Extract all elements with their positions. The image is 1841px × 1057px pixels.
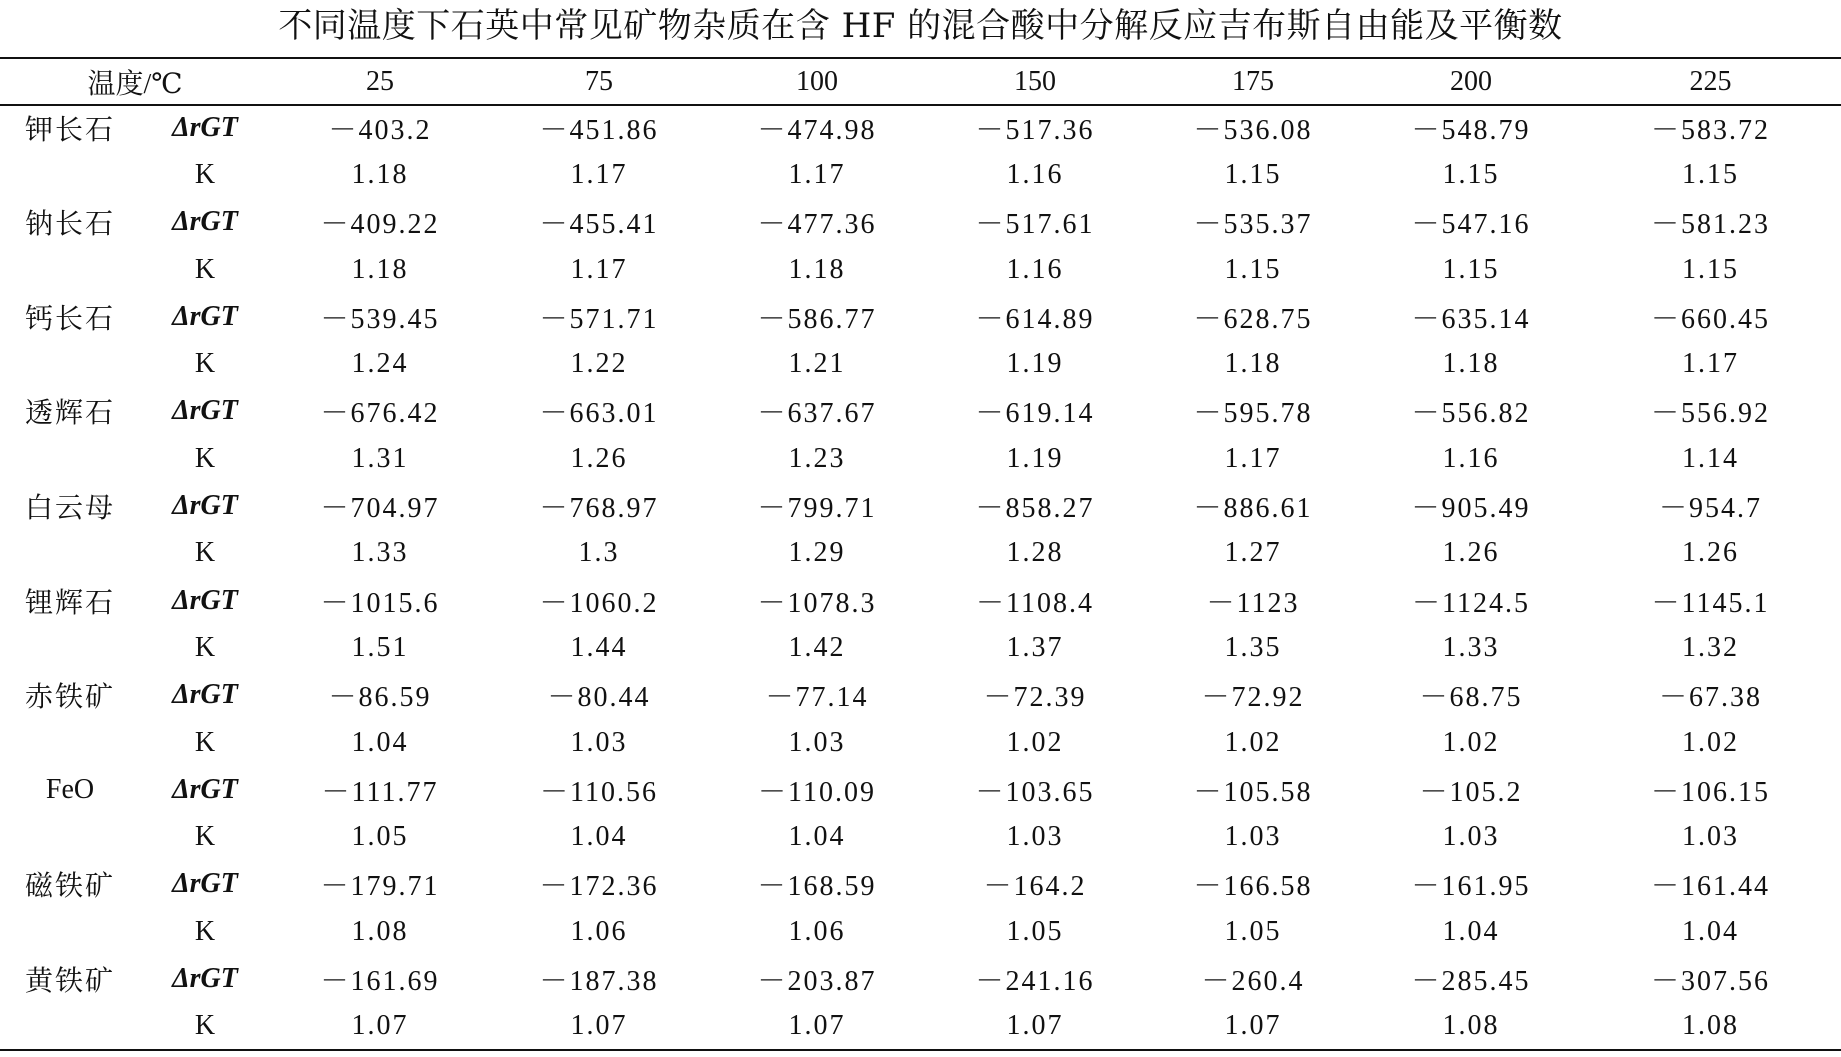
table-cell: 1.3 (578, 537, 620, 569)
equilibrium-constant-label: K (194, 631, 216, 663)
gibbs-energy-label: ΔrGT (172, 679, 238, 711)
table-cell: 1.06 (788, 915, 846, 947)
table-cell: 1.14 (1682, 442, 1740, 474)
table-cell: －586.77 (757, 303, 877, 335)
table-row (0, 577, 1841, 624)
table-cell: 1.15 (1682, 253, 1740, 285)
table-cell: －1124.5 (1412, 587, 1530, 619)
table-cell: 1.51 (351, 631, 409, 663)
table-cell: －539.45 (320, 303, 440, 335)
table-row (0, 340, 1841, 387)
table-cell: －1108.4 (976, 587, 1094, 619)
header-row (0, 59, 1841, 104)
table-cell: 1.18 (788, 253, 846, 285)
mineral-name: 磁铁矿 (24, 869, 115, 903)
table-cell: 1.05 (351, 821, 409, 853)
table-cell: 1.35 (1224, 631, 1282, 663)
table-cell: －704.97 (320, 493, 440, 525)
mineral-name (0, 624, 140, 671)
table-row (0, 246, 1841, 293)
table-row (0, 672, 1841, 719)
table-cell: 1.02 (1224, 726, 1282, 758)
mineral-name (0, 435, 140, 482)
table-cell: －455.41 (539, 209, 659, 241)
gibbs-energy-label: ΔrGT (172, 395, 238, 427)
gibbs-energy-label: ΔrGT (172, 962, 238, 994)
table-cell: －637.67 (757, 398, 877, 430)
table-cell: 1.02 (1006, 726, 1064, 758)
table-cell: －161.44 (1651, 871, 1771, 903)
table-cell: －1015.6 (320, 587, 440, 619)
table-cell: 1.32 (1682, 631, 1740, 663)
table-cell: 1.05 (1224, 915, 1282, 947)
gibbs-energy-label: ΔrGT (172, 300, 238, 332)
table-cell: －1078.3 (757, 587, 877, 619)
table-row (0, 908, 1841, 955)
mineral-name: 透辉石 (24, 396, 115, 430)
table-cell: －1123 (1206, 587, 1300, 619)
temperature-label: 温度/℃ (87, 68, 183, 100)
table-row (0, 151, 1841, 198)
table-cell: －241.16 (975, 965, 1095, 997)
table-cell: －110.09 (758, 776, 876, 808)
table-cell: 1.05 (1006, 915, 1064, 947)
table-cell: 1.18 (1442, 348, 1500, 380)
table-cell: －68.75 (1419, 682, 1523, 714)
equilibrium-constant-label: K (194, 537, 216, 569)
mineral-name: 钙长石 (24, 301, 115, 335)
table-cell: 1.02 (1442, 726, 1500, 758)
table-row (0, 955, 1841, 1002)
table-cell: －187.38 (539, 965, 659, 997)
mineral-name: FeO (45, 773, 95, 805)
table-row (0, 199, 1841, 246)
table-cell: －635.14 (1411, 303, 1531, 335)
table-cell: 1.16 (1442, 442, 1500, 474)
table-cell: 1.26 (1682, 537, 1740, 569)
equilibrium-constant-label: K (194, 348, 216, 380)
table-row (0, 104, 1841, 151)
table-cell: 1.17 (570, 158, 628, 190)
mineral-name: 赤铁矿 (24, 680, 115, 714)
table-cell: 1.15 (1442, 253, 1500, 285)
gibbs-energy-label: ΔrGT (172, 868, 238, 900)
gibbs-energy-label: ΔrGT (172, 490, 238, 522)
table-cell: －581.23 (1651, 209, 1771, 241)
table-cell: －111.77 (321, 776, 439, 808)
table-cell: －768.97 (539, 493, 659, 525)
table-cell: －105.2 (1419, 776, 1523, 808)
table-cell: －954.7 (1659, 493, 1763, 525)
table-cell: 1.18 (351, 158, 409, 190)
table-cell: 1.04 (351, 726, 409, 758)
table-cell: 1.33 (1442, 631, 1500, 663)
thermo-data-table (0, 59, 1841, 1050)
mineral-name (0, 340, 140, 387)
table-cell: 1.37 (1006, 631, 1064, 663)
table-cell: 1.17 (1682, 348, 1740, 380)
table-cell: 1.03 (1442, 821, 1500, 853)
gibbs-energy-label: ΔrGT (172, 584, 238, 616)
table-caption: 不同温度下石英中常见矿物杂质在含 HF 的混合酸中分解反应吉布斯自由能及平衡数 (278, 6, 1563, 46)
table-cell: －86.59 (328, 682, 432, 714)
table-cell: －67.38 (1659, 682, 1763, 714)
table-cell: 1.03 (1006, 821, 1064, 853)
mineral-name (0, 246, 140, 293)
table-cell: －203.87 (757, 965, 877, 997)
table-cell: 1.04 (1682, 915, 1740, 947)
table-cell: 1.03 (788, 726, 846, 758)
table-cell: －179.71 (320, 871, 440, 903)
table-cell: －556.92 (1651, 398, 1771, 430)
equilibrium-constant-label: K (194, 158, 216, 190)
mineral-name (0, 151, 140, 198)
table-cell: 1.07 (788, 1010, 846, 1042)
table-cell: 1.15 (1442, 158, 1500, 190)
table-cell: 1.33 (351, 537, 409, 569)
table-cell: －571.71 (539, 303, 659, 335)
table-cell: 1.15 (1224, 158, 1282, 190)
table-cell: 1.04 (570, 821, 628, 853)
table-cell: －1060.2 (539, 587, 659, 619)
table-cell: －106.15 (1651, 776, 1771, 808)
table-cell: 1.02 (1682, 726, 1740, 758)
table-cell: 1.08 (1682, 1010, 1740, 1042)
table-cell: －161.69 (320, 965, 440, 997)
table-cell: 1.08 (351, 915, 409, 947)
table-cell: 1.28 (1006, 537, 1064, 569)
table-cell: －548.79 (1411, 114, 1531, 146)
table-cell: －168.59 (757, 871, 877, 903)
table-cell: 1.19 (1006, 442, 1064, 474)
table-body (0, 104, 1841, 1050)
equilibrium-constant-label: K (194, 1010, 216, 1042)
table-cell: －517.61 (975, 209, 1095, 241)
table-cell: 1.24 (351, 348, 409, 380)
table-cell: 1.44 (570, 631, 628, 663)
table-cell: －905.49 (1411, 493, 1531, 525)
table-row (0, 624, 1841, 671)
table-cell: 1.18 (351, 253, 409, 285)
table-cell: －451.86 (539, 114, 659, 146)
temperature-header: 100 (796, 65, 839, 97)
table-cell: 1.07 (570, 1010, 628, 1042)
table-cell: 1.31 (351, 442, 409, 474)
table-row (0, 388, 1841, 435)
table-row (0, 766, 1841, 813)
table-cell: 1.17 (788, 158, 846, 190)
table-cell: －105.58 (1193, 776, 1313, 808)
table-cell: －103.65 (975, 776, 1095, 808)
table-cell: 1.07 (1006, 1010, 1064, 1042)
table-cell: 1.42 (788, 631, 846, 663)
equilibrium-constant-label: K (194, 726, 216, 758)
table-cell: －474.98 (757, 114, 877, 146)
table-cell: －72.39 (983, 682, 1087, 714)
table-cell: 1.08 (1442, 1010, 1500, 1042)
table-cell: 1.07 (351, 1010, 409, 1042)
table-row (0, 435, 1841, 482)
table-cell: 1.04 (1442, 915, 1500, 947)
table-cell: －77.14 (765, 682, 869, 714)
table-cell: 1.19 (1006, 348, 1064, 380)
table-cell: －628.75 (1193, 303, 1313, 335)
mineral-name (0, 1003, 140, 1050)
mineral-name (0, 530, 140, 577)
table-cell: 1.16 (1006, 158, 1064, 190)
table-cell: －164.2 (983, 871, 1087, 903)
equilibrium-constant-label: K (194, 821, 216, 853)
mineral-name: 白云母 (24, 491, 115, 525)
mineral-name: 钠长石 (24, 207, 115, 241)
table-cell: 1.18 (1224, 348, 1282, 380)
temperature-header: 200 (1450, 65, 1493, 97)
mineral-name: 锂辉石 (24, 585, 115, 619)
table-cell: －583.72 (1651, 114, 1771, 146)
table-row (0, 861, 1841, 908)
table-row (0, 813, 1841, 860)
table-cell: －403.2 (328, 114, 432, 146)
table-cell: －110.56 (540, 776, 658, 808)
gibbs-energy-label: ΔrGT (172, 111, 238, 143)
table-cell: 1.26 (570, 442, 628, 474)
mineral-name (0, 719, 140, 766)
table-cell: －80.44 (547, 682, 651, 714)
table-cell: －166.58 (1193, 871, 1313, 903)
table-cell: －547.16 (1411, 209, 1531, 241)
table-cell: 1.21 (788, 348, 846, 380)
mineral-name (0, 813, 140, 860)
table-row (0, 530, 1841, 577)
table-cell: －858.27 (975, 493, 1095, 525)
table-cell: －614.89 (975, 303, 1095, 335)
gibbs-energy-label: ΔrGT (172, 206, 238, 238)
table-cell: －172.36 (539, 871, 659, 903)
table-cell: 1.07 (1224, 1010, 1282, 1042)
table-cell: 1.03 (1682, 821, 1740, 853)
table-cell: －886.61 (1193, 493, 1313, 525)
table-cell: －536.08 (1193, 114, 1313, 146)
table-cell: －556.82 (1411, 398, 1531, 430)
equilibrium-constant-label: K (194, 442, 216, 474)
temperature-header: 150 (1014, 65, 1057, 97)
table-cell: －660.45 (1651, 303, 1771, 335)
table-cell: －72.92 (1201, 682, 1305, 714)
table-cell: －595.78 (1193, 398, 1313, 430)
table-row (0, 293, 1841, 340)
table-cell: 1.15 (1224, 253, 1282, 285)
equilibrium-constant-label: K (194, 915, 216, 947)
table-cell: 1.06 (570, 915, 628, 947)
table-cell: －161.95 (1411, 871, 1531, 903)
table-cell: －676.42 (320, 398, 440, 430)
table-cell: 1.29 (788, 537, 846, 569)
table-cell: 1.22 (570, 348, 628, 380)
table-cell: －307.56 (1651, 965, 1771, 997)
table-cell: 1.17 (570, 253, 628, 285)
table-cell: 1.04 (788, 821, 846, 853)
table-cell: －517.36 (975, 114, 1095, 146)
temperature-header: 25 (366, 65, 395, 97)
table-cell: －260.4 (1201, 965, 1305, 997)
table-cell: －799.71 (757, 493, 877, 525)
table-cell: 1.03 (570, 726, 628, 758)
table-row (0, 1003, 1841, 1050)
table-cell: 1.23 (788, 442, 846, 474)
temperature-header: 225 (1689, 65, 1732, 97)
table-cell: －663.01 (539, 398, 659, 430)
table-row (0, 719, 1841, 766)
table-cell: －535.37 (1193, 209, 1313, 241)
mineral-name (0, 908, 140, 955)
temperature-header: 75 (585, 65, 614, 97)
mineral-name: 黄铁矿 (24, 963, 115, 997)
table-cell: 1.15 (1682, 158, 1740, 190)
table-cell: －409.22 (320, 209, 440, 241)
table-cell: 1.03 (1224, 821, 1282, 853)
table-cell: 1.16 (1006, 253, 1064, 285)
gibbs-energy-label: ΔrGT (172, 773, 238, 805)
table-cell: －619.14 (975, 398, 1095, 430)
table-cell: 1.17 (1224, 442, 1282, 474)
table-cell: －477.36 (757, 209, 877, 241)
table-row (0, 482, 1841, 529)
mineral-name: 钾长石 (24, 112, 115, 146)
table-cell: －1145.1 (1651, 587, 1770, 619)
table-cell: －285.45 (1411, 965, 1531, 997)
table-cell: 1.27 (1224, 537, 1282, 569)
equilibrium-constant-label: K (194, 253, 216, 285)
temperature-header: 175 (1232, 65, 1275, 97)
table-cell: 1.26 (1442, 537, 1500, 569)
